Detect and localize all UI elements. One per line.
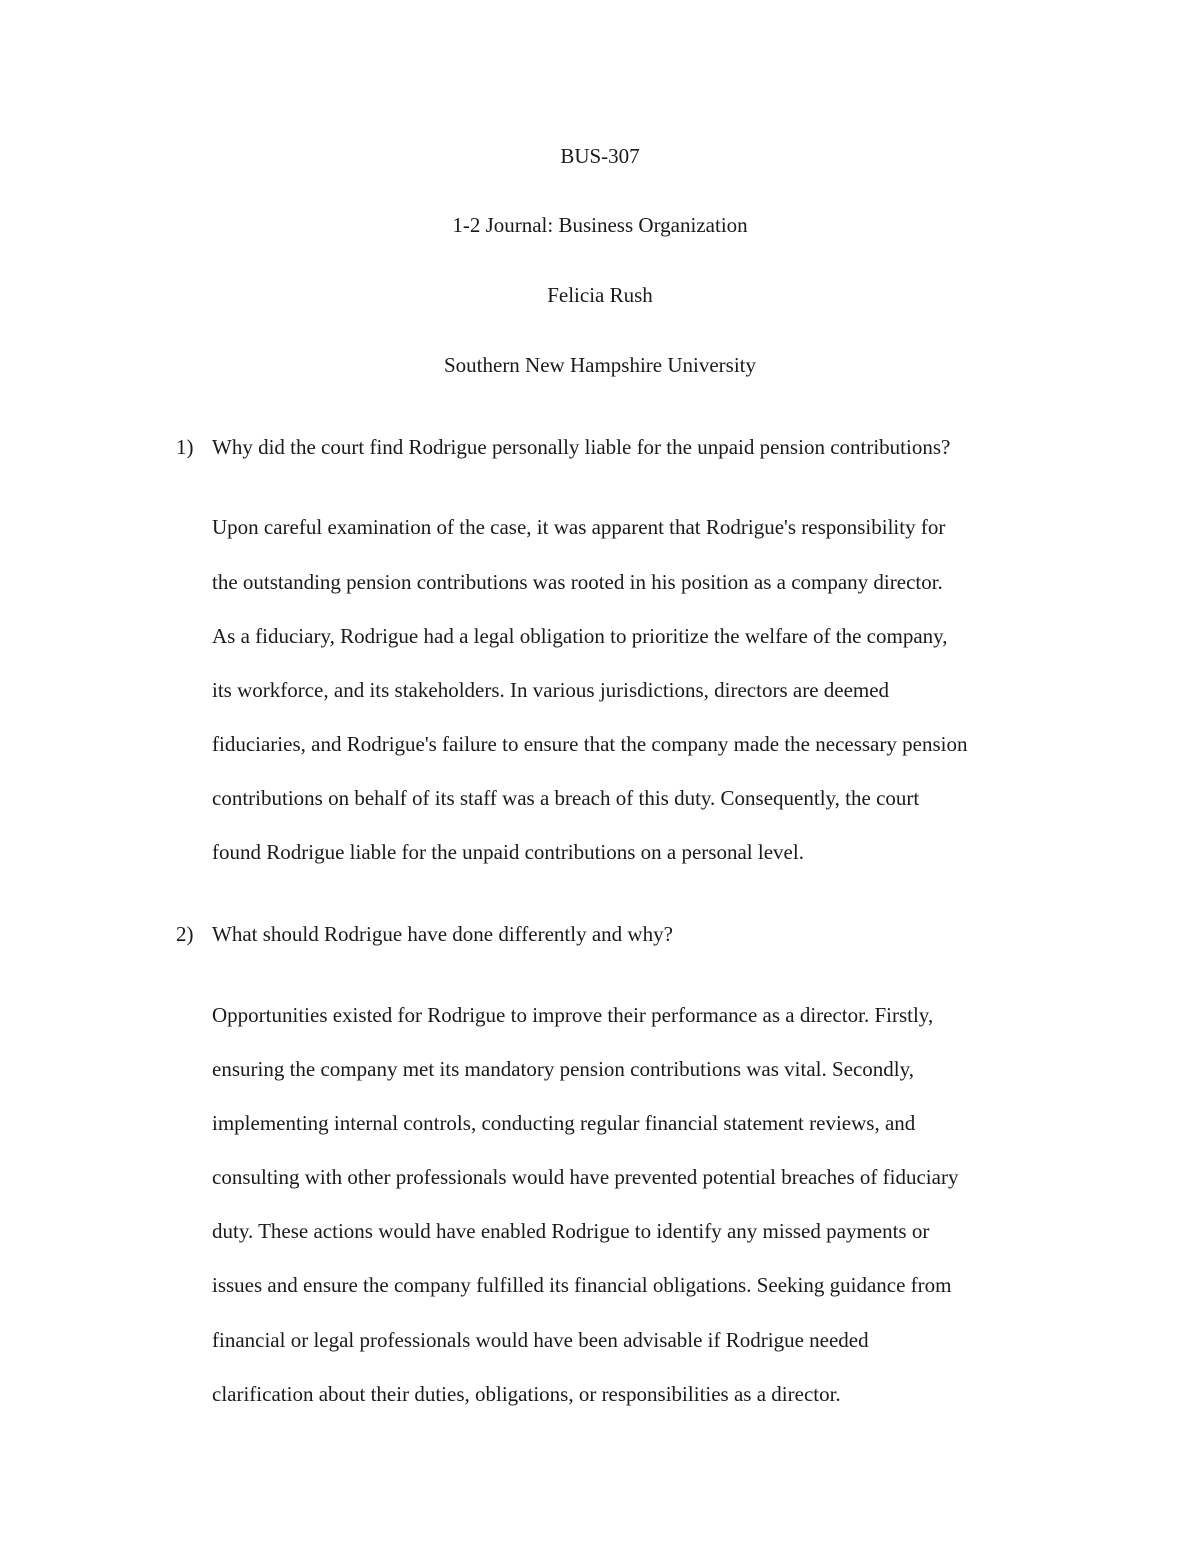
- question-number: 1): [176, 435, 194, 459]
- author-name: Felicia Rush: [547, 283, 653, 307]
- question-text: What should Rodrigue have done differently and why?: [212, 922, 673, 946]
- answer-line: Opportunities existed for Rodrigue to improve their performance as a director. Firstly,: [212, 1003, 934, 1027]
- answer-line: As a fiduciary, Rodrigue had a legal obligation to prioritize the welfare of the company,: [212, 624, 948, 648]
- answer-line: implementing internal controls, conducting regular financial statement reviews, and: [212, 1111, 916, 1135]
- answer-line: clarification about their duties, obligations, or responsibilities as a director.: [212, 1382, 841, 1406]
- assignment-title: 1-2 Journal: Business Organization: [452, 213, 748, 237]
- question-number: 2): [176, 922, 194, 946]
- question-2: [176, 924, 673, 945]
- course-code: BUS-307: [560, 144, 640, 168]
- answer-line: consulting with other professionals would have prevented potential breaches of fiduciary: [212, 1165, 959, 1189]
- answer-line: contributions on behalf of its staff was a breach of this duty. Consequently, the court: [212, 786, 920, 810]
- answer-line: issues and ensure the company fulfilled its financial obligations. Seeking guidance from: [212, 1273, 952, 1297]
- question-1: [176, 437, 950, 458]
- institution-name: Southern New Hampshire University: [443, 353, 757, 377]
- answer-line: fiduciaries, and Rodrigue's failure to ensure that the company made the necessary pension: [212, 732, 968, 756]
- answer-line: duty. These actions would have enabled Rodrigue to identify any missed payments or: [212, 1219, 930, 1243]
- answer-line: the outstanding pension contributions was rooted in his position as a company director.: [212, 570, 943, 594]
- answer-line: its workforce, and its stakeholders. In various jurisdictions, directors are deemed: [212, 678, 890, 702]
- answer-line: found Rodrigue liable for the unpaid contributions on a personal level.: [212, 840, 804, 864]
- answer-line: Upon careful examination of the case, it was apparent that Rodrigue's responsibility for: [212, 515, 946, 539]
- answer-line: financial or legal professionals would have been advisable if Rodrigue needed: [212, 1328, 869, 1352]
- question-text: Why did the court find Rodrigue personally liable for the unpaid pension contributions?: [212, 435, 951, 459]
- answer-line: ensuring the company met its mandatory pension contributions was vital. Secondly,: [212, 1057, 915, 1081]
